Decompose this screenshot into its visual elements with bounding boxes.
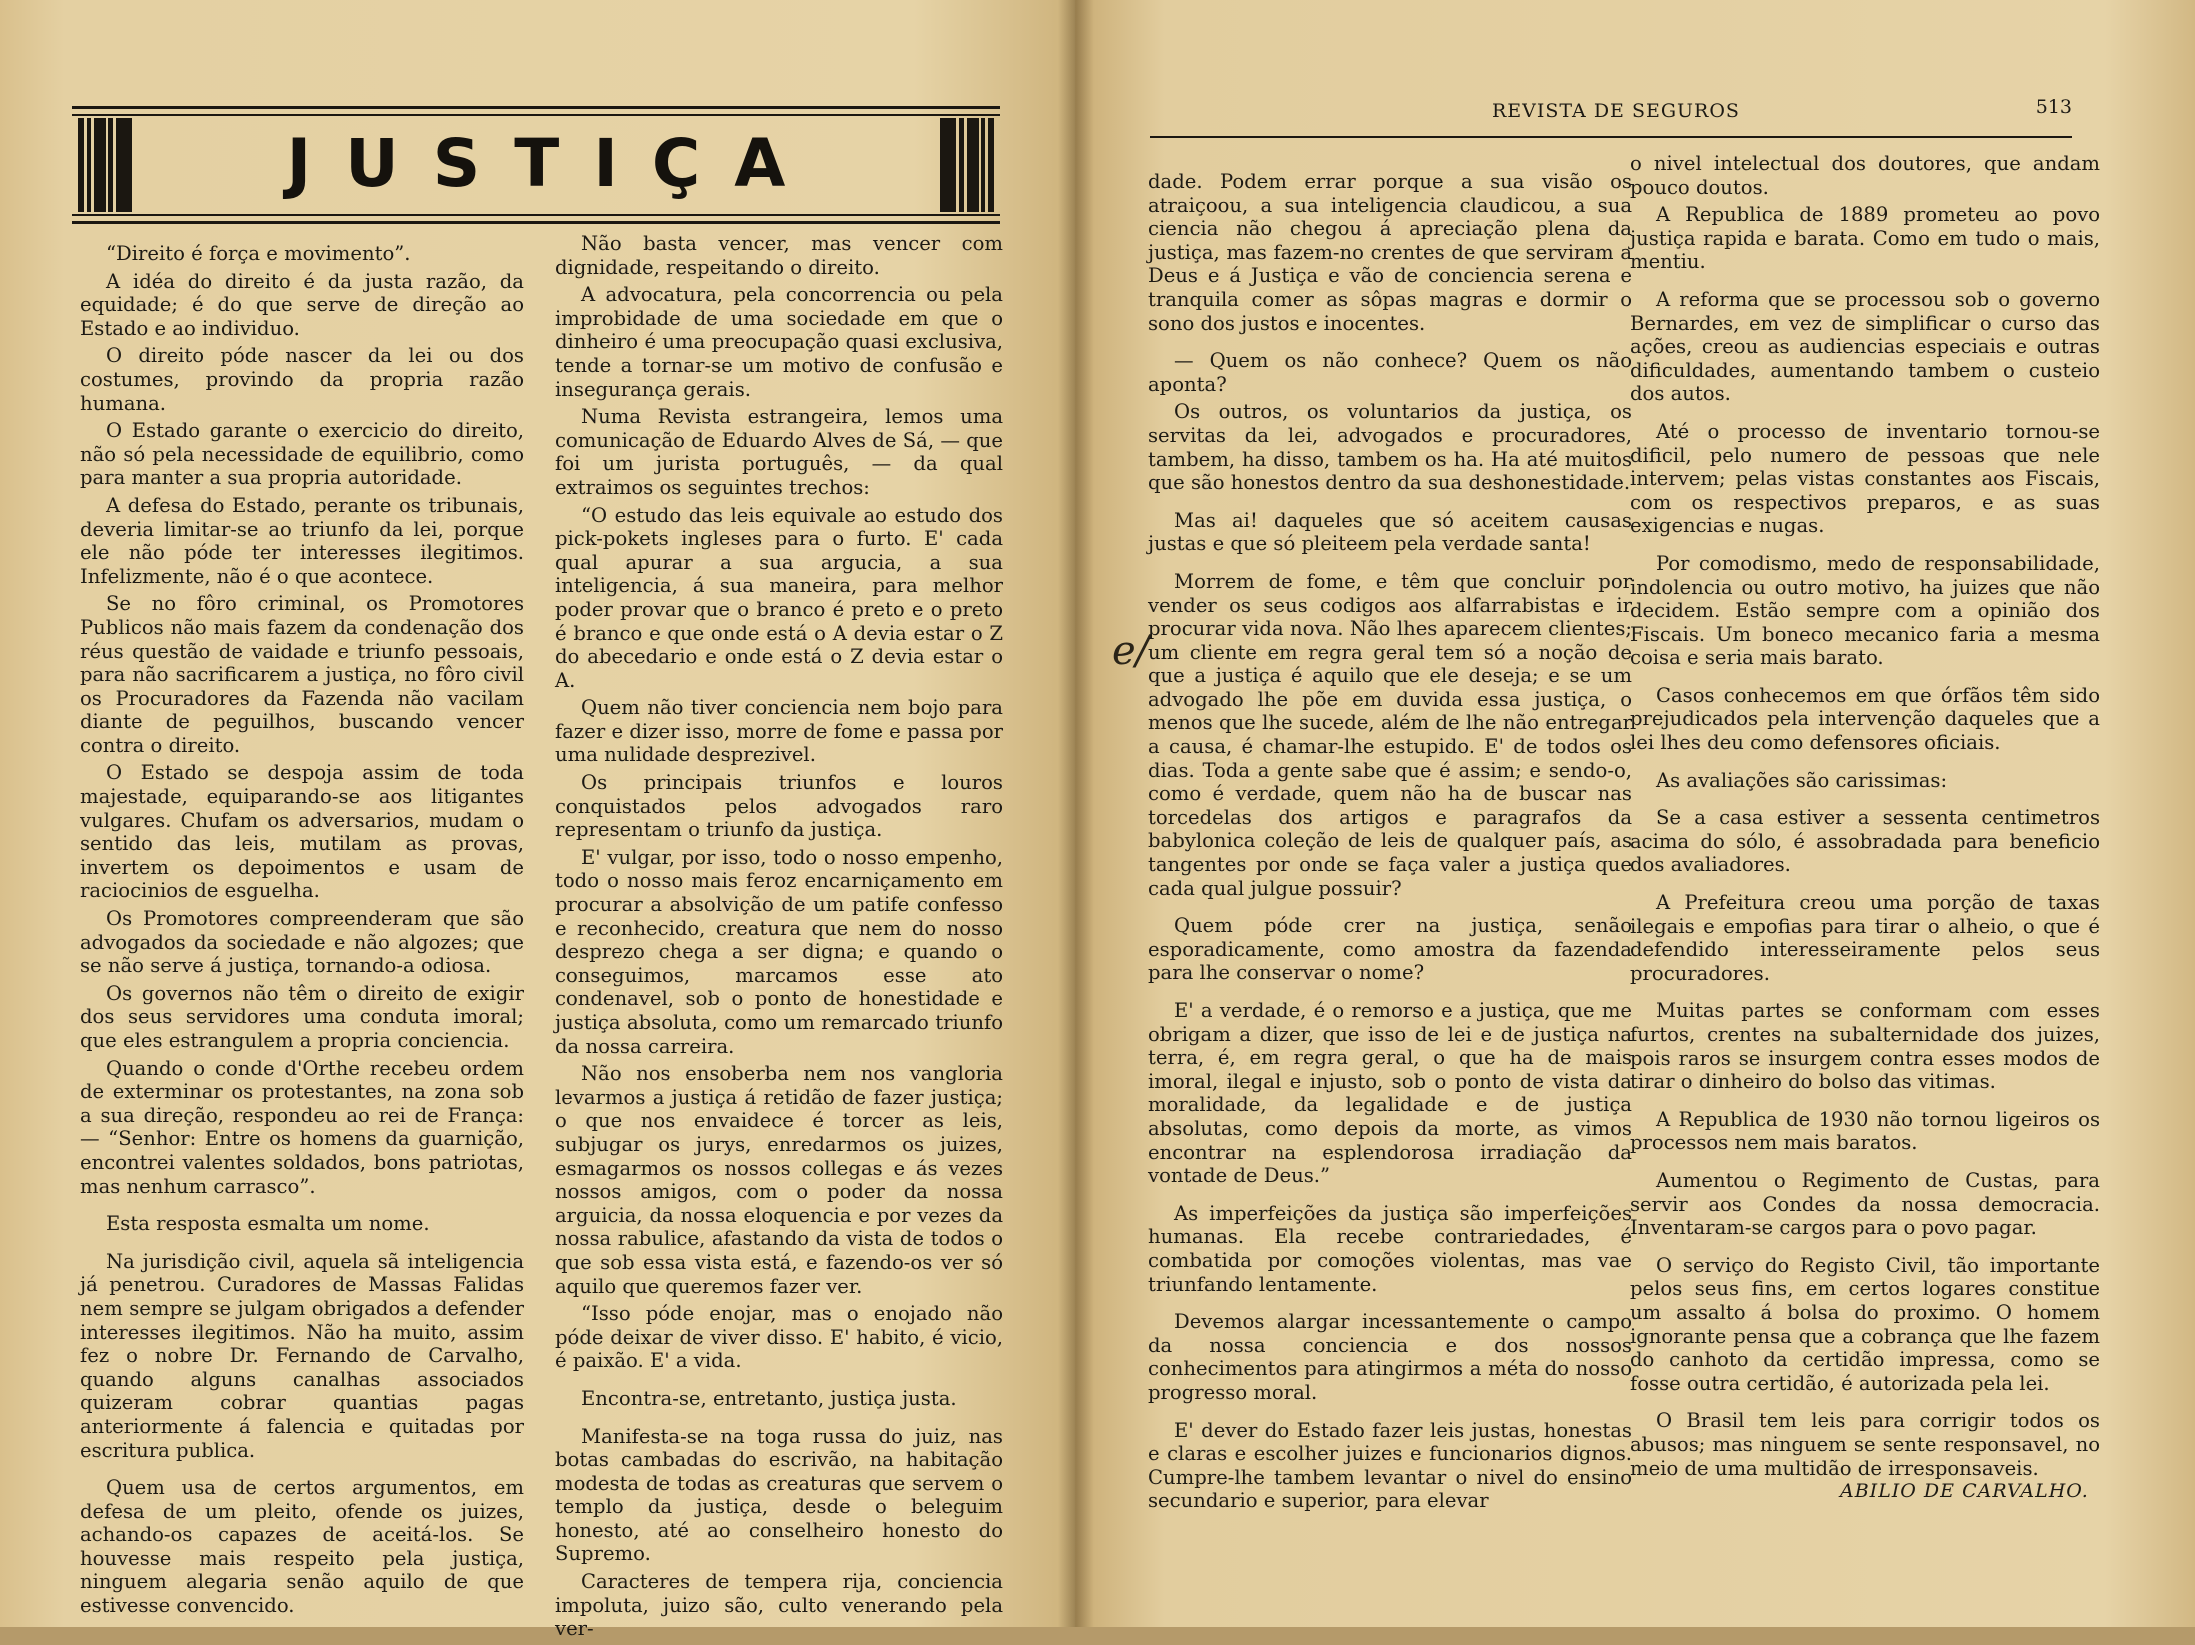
column-1: [80, 242, 524, 1622]
paragraph: Quando o conde d'Orthe recebeu ordem de exterminar os protestantes, na zona sob a sua direção, respondeu ao rei de França: — “Senhor: Entre os homens da guarnição, encontrei valentes soldados, bons patriotas, mas nenhum carrasco”.: [80, 1056, 524, 1198]
paragraph: Os Promotores compreenderam que são advogados da sociedade e não algozes; que se não serve á justiça, tornando-a odiosa.: [80, 907, 524, 978]
banner-bars-right: [940, 118, 994, 212]
paragraph: O Estado se despoja assim de toda majestade, equiparando-se aos litigantes vulgares. Chufam os adversarios, mudam o sentido das leis, mutilam as provas, invertem os depoimentos e usam de raciocinios de esguelha.: [80, 761, 524, 903]
paragraph: A idéa do direito é da justa razão, da equidade; é do que serve de direção ao Estado e ao individuo.: [80, 269, 524, 340]
paragraph: As imperfeições da justiça são imperfeições humanas. Ela recebe contrariedades, é combatida por comoções violentas, mas vae triunfando lentamente.: [1148, 1201, 1632, 1296]
author-signature: ABILIO DE CARVALHO.: [1840, 1480, 2089, 1502]
handwritten-mark: e/: [1112, 628, 1150, 674]
paragraph: Quem usa de certos argumentos, em defesa de um pleito, ofende os juizes, achando-os capazes de aceitá-los. Se houvesse mais respeito pela justiça, ninguem alegaria senão aquilo de que estivesse convencido.: [80, 1476, 524, 1618]
paragraph: Encontra-se, entretanto, justiça justa.: [581, 1386, 957, 1410]
banner-rule: [72, 214, 1000, 216]
paragraph: Manifesta-se na toga russa do juiz, nas botas cambadas do escrivão, na habitação modesta de todas as creaturas que servem o templo da justiça, desde o beleguim honesto, até ao conselheiro honesto do Supremo.: [555, 1424, 1003, 1566]
page-gutter: [1058, 0, 1094, 1627]
paragraph: Quem póde crer na justiça, senão esporadicamente, como amostra da fazenda para lhe conservar o nome?: [1148, 914, 1632, 985]
paragraph: A reforma que se processou sob o governo Bernardes, em vez de simplificar o curso das ações, creou as audiencias especiais e outras dificuldades, aumentando tambem o custeio dos autos.: [1630, 287, 2100, 406]
paragraph: Até o processo de inventario tornou-se dificil, pelo numero de pessoas que nele intervem; pelas vistas constantes aos Fiscais, com os respectivos preparos, e as suas exigencias e nugas.: [1630, 419, 2100, 538]
article-title: JUSTIÇA: [286, 125, 820, 202]
paragraph: Mas ai! daqueles que só aceitem causas justas e que só pleiteem pela verdade santa!: [1148, 508, 1632, 556]
paragraph: E' dever do Estado fazer leis justas, honestas e claras e escolher juizes e funcionarios dignos. Cumpre-lhe tambem levantar o nivel do ensino secundario e superior, para elevar: [1148, 1418, 1632, 1513]
paragraph: Não nos ensoberba nem nos vangloria levarmos a justiça á retidão de fazer justiça; o que nos envaidece é torcer as leis, subjugar os jurys, enredarmos os juizes, esmagarmos os nossos collegas e ás vezes nossos amigos, com o poder da nossa arguicia, da nossa eloquencia e por vezes da nossa rabulice, afastando da vista de todos o que sob essa vista está, e fazendo-os ver só aquilo que queremos fazer ver.: [555, 1062, 1003, 1298]
paragraph: “Isso póde enojar, mas o enojado não póde deixar de viver disso. E' habito, é vicio, é paixão. E' a vida.: [555, 1302, 1003, 1373]
paragraph: O direito póde nascer da lei ou dos costumes, provindo da propria razão humana.: [80, 344, 524, 415]
column-3: [1148, 170, 1632, 1517]
banner-rule: [72, 221, 1000, 224]
paragraph: Devemos alargar incessantemente o campo da nossa conciencia e dos nossos conhecimentos para atingirmos a méta do nosso progresso moral.: [1148, 1310, 1632, 1404]
publication-name: REVISTA DE SEGUROS: [1492, 100, 1740, 122]
paragraph: A defesa do Estado, perante os tribunais, deveria limitar-se ao triunfo da lei, porque ele não póde ter interesses ilegitimos. Infelizmente, não é o que acontece.: [80, 493, 524, 588]
paragraph: Casos conhecemos em que órfãos têm sido prejudicados pela intervenção daqueles que a lei lhes deu como defensores oficiais.: [1630, 683, 2100, 755]
paragraph: Caracteres de tempera rija, conciencia impoluta, juizo são, culto venerando pela ver-: [555, 1570, 1003, 1641]
paragraph: Quem não tiver conciencia nem bojo para fazer e dizer isso, morre de fome e passa por uma nulidade desprezivel.: [555, 696, 1003, 767]
paragraph: A advocatura, pela concorrencia ou pela improbidade de uma sociedade em que o dinheiro é uma preocupação quasi exclusiva, tende a tornar-se um motivo de confusão e insegurança gerais.: [555, 283, 1003, 401]
paragraph: Os outros, os voluntarios da justiça, os servitas da lei, advogados e procuradores, tambem, ha disso, tambem os ha. Ha até muitos que são honestos dentro da sua deshonestidade.: [1148, 400, 1632, 495]
paragraph: “O estudo das leis equivale ao estudo dos pick-pokets ingleses para o furto. E' cada qual apurar a sua argucia, a sua inteligencia, á sua maneira, para melhor poder provar que o branco é preto e o preto é branco e que onde está o A devia estar o Z do abecedario e onde está o Z devia estar o A.: [555, 503, 1003, 692]
paragraph: “Direito é força e movimento”.: [106, 242, 411, 265]
paragraph: Morrem de fome, e têm que concluir por vender os seus codigos aos alfarrabistas e ir procurar vida nova. Não lhes aparecem clientes; um cliente em regra geral tem só a noção de que a justiça é aquilo que ele deseja; e se um advogado lhe põe em duvida essa justiça, o menos que lhe sucede, além de lhe não entregar a causa, é chamar-lhe estupido. E' de todos os dias. Toda a gente sabe que é assim; e sendo-o, como é verdade, quem não ha de buscar nas torcedelas dos artigos e paragrafos da babylonica coleção de leis de qualquer país, as tangentes por onde se faça valer a justiça que cada qual julgue possuir?: [1148, 569, 1632, 900]
paragraph: Esta resposta esmalta um nome.: [106, 1212, 430, 1236]
paragraph: O Brasil tem leis para corrigir todos os abusos; mas ninguem se sente responsavel, no meio de uma multidão de irresponsaveis.: [1630, 1409, 2100, 1480]
paragraph: O serviço do Registo Civil, tão importante pelos seus fins, em certos logares constitue um assalto á bolsa do proximo. O homem ignorante pensa que a cobrança que lhe fazem do canhoto da certidão impressa, como se fosse outra certidão, é autorizada pela lei.: [1630, 1253, 2100, 1395]
banner-rule: [72, 106, 1000, 109]
paragraph: Os principais triunfos e louros conquistados pelos advogados raro representam o triunfo da justiça.: [555, 771, 1003, 842]
page-number: 513: [2035, 96, 2072, 118]
paragraph: Na jurisdição civil, aquela sã inteligencia já penetrou. Curadores de Massas Falidas nem sempre se julgam obrigados a defender interesses ilegitimos. Não ha muito, assim fez o nobre Dr. Fernando de Carvalho, quando alguns canalhas associados quizeram cobrar quantias pagas anteriormente á falencia e quitadas por escritura publica.: [80, 1249, 524, 1462]
paragraph: A Republica de 1930 não tornou ligeiros os processos nem mais baratos.: [1630, 1107, 2100, 1155]
column-4: [1630, 152, 2100, 1484]
paragraph: Se no fôro criminal, os Promotores Publicos não mais fazem da condenação dos réus questão de vaidade e triunfo pessoais, para não sacrificarem a justiça, no fôro civil os Procuradores da Fazenda não vacilam diante de peguilhos, buscando vencer contra o direito.: [80, 592, 524, 757]
title-banner: [72, 106, 1000, 224]
paragraph: A Prefeitura creou uma porção de taxas ilegais e empofias para tirar o alheio, o que é defendido interesseiramente pelos seus procuradores.: [1630, 891, 2100, 985]
paragraph: Não basta vencer, mas vencer com dignidade, respeitando o direito.: [555, 232, 1003, 279]
paragraph: Numa Revista estrangeira, lemos uma comunicação de Eduardo Alves de Sá, — que foi um jurista português, — da qual extraimos os seguintes trechos:: [555, 405, 1003, 499]
paragraph: A Republica de 1889 prometeu ao povo justiça rapida e barata. Como em tudo o mais, mentiu.: [1630, 203, 2100, 274]
running-head: [1150, 96, 2072, 138]
paragraph: O Estado garante o exercicio do direito, não só pela necessidade de equilibrio, como para manter a sua propria autoridade.: [80, 419, 524, 490]
paragraph: E' vulgar, por isso, todo o nosso empenho, todo o nosso mais feroz encarniçamento em procurar a absolvição de um patife confesso e reconhecido, creatura que nem do nosso desprezo chega a ser digna; e quando o conseguimos, marcamos esse ato condenavel, sob o ponto de honestidade e justiça absoluta, como um remarcado triunfo da nossa carreira.: [555, 845, 1003, 1058]
paragraph: Os governos não têm o direito de exigir dos seus servidores uma conduta imoral; que eles estrangulem a propria conciencia.: [80, 981, 524, 1052]
column-2: [555, 232, 1003, 1645]
paragraph: As avaliações são carissimas:: [1656, 768, 1948, 792]
left-page: [0, 0, 1075, 1641]
paragraph: dade. Podem errar porque a sua visão os atraiçoou, a sua inteligencia claudicou, a sua ciencia não chegou á apreciação plena da justiça, mas fazem-no crentes de que serviram a Deus e á Justiça e vão de conciencia serena e tranquila comer as sôpas magras e dormir o sono dos justos e inocentes.: [1148, 170, 1632, 335]
paragraph: — Quem os não conhece? Quem os não aponta?: [1148, 349, 1632, 396]
paragraph: Aumentou o Regimento de Custas, para servir aos Condes da nossa democracia. Inventaram-se cargos para o povo pagar.: [1630, 1168, 2100, 1240]
paragraph: Se a casa estiver a sessenta centimetros acima do sólo, é assobradada para beneficio dos avaliadores.: [1630, 806, 2100, 877]
paragraph: Muitas partes se conformam com esses furtos, crentes na subalternidade dos juizes, pois raros se insurgem contra esses modos de tirar o dinheiro do bolso das vitimas.: [1630, 999, 2100, 1094]
paragraph: Por comodismo, medo de responsabilidade, indolencia ou outro motivo, ha juizes que não decidem. Estão sempre com a opinião dos Fiscais. Um boneco mecanico faria a mesma coisa e seria mais barato.: [1630, 551, 2100, 670]
paragraph: E' a verdade, é o remorso e a justiça, que me obrigam a dizer, que isso de lei e de justiça na terra, é, em regra geral, o que ha de mais imoral, ilegal e injusto, sob o ponto de vista da moralidade, da legalidade e de justiça absolutas, como depois da morte, as vimos encontrar na esplendorosa irradiação da vontade de Deus.”: [1148, 999, 1632, 1188]
paragraph: o nivel intelectual dos doutores, que andam pouco doutos.: [1630, 152, 2100, 199]
